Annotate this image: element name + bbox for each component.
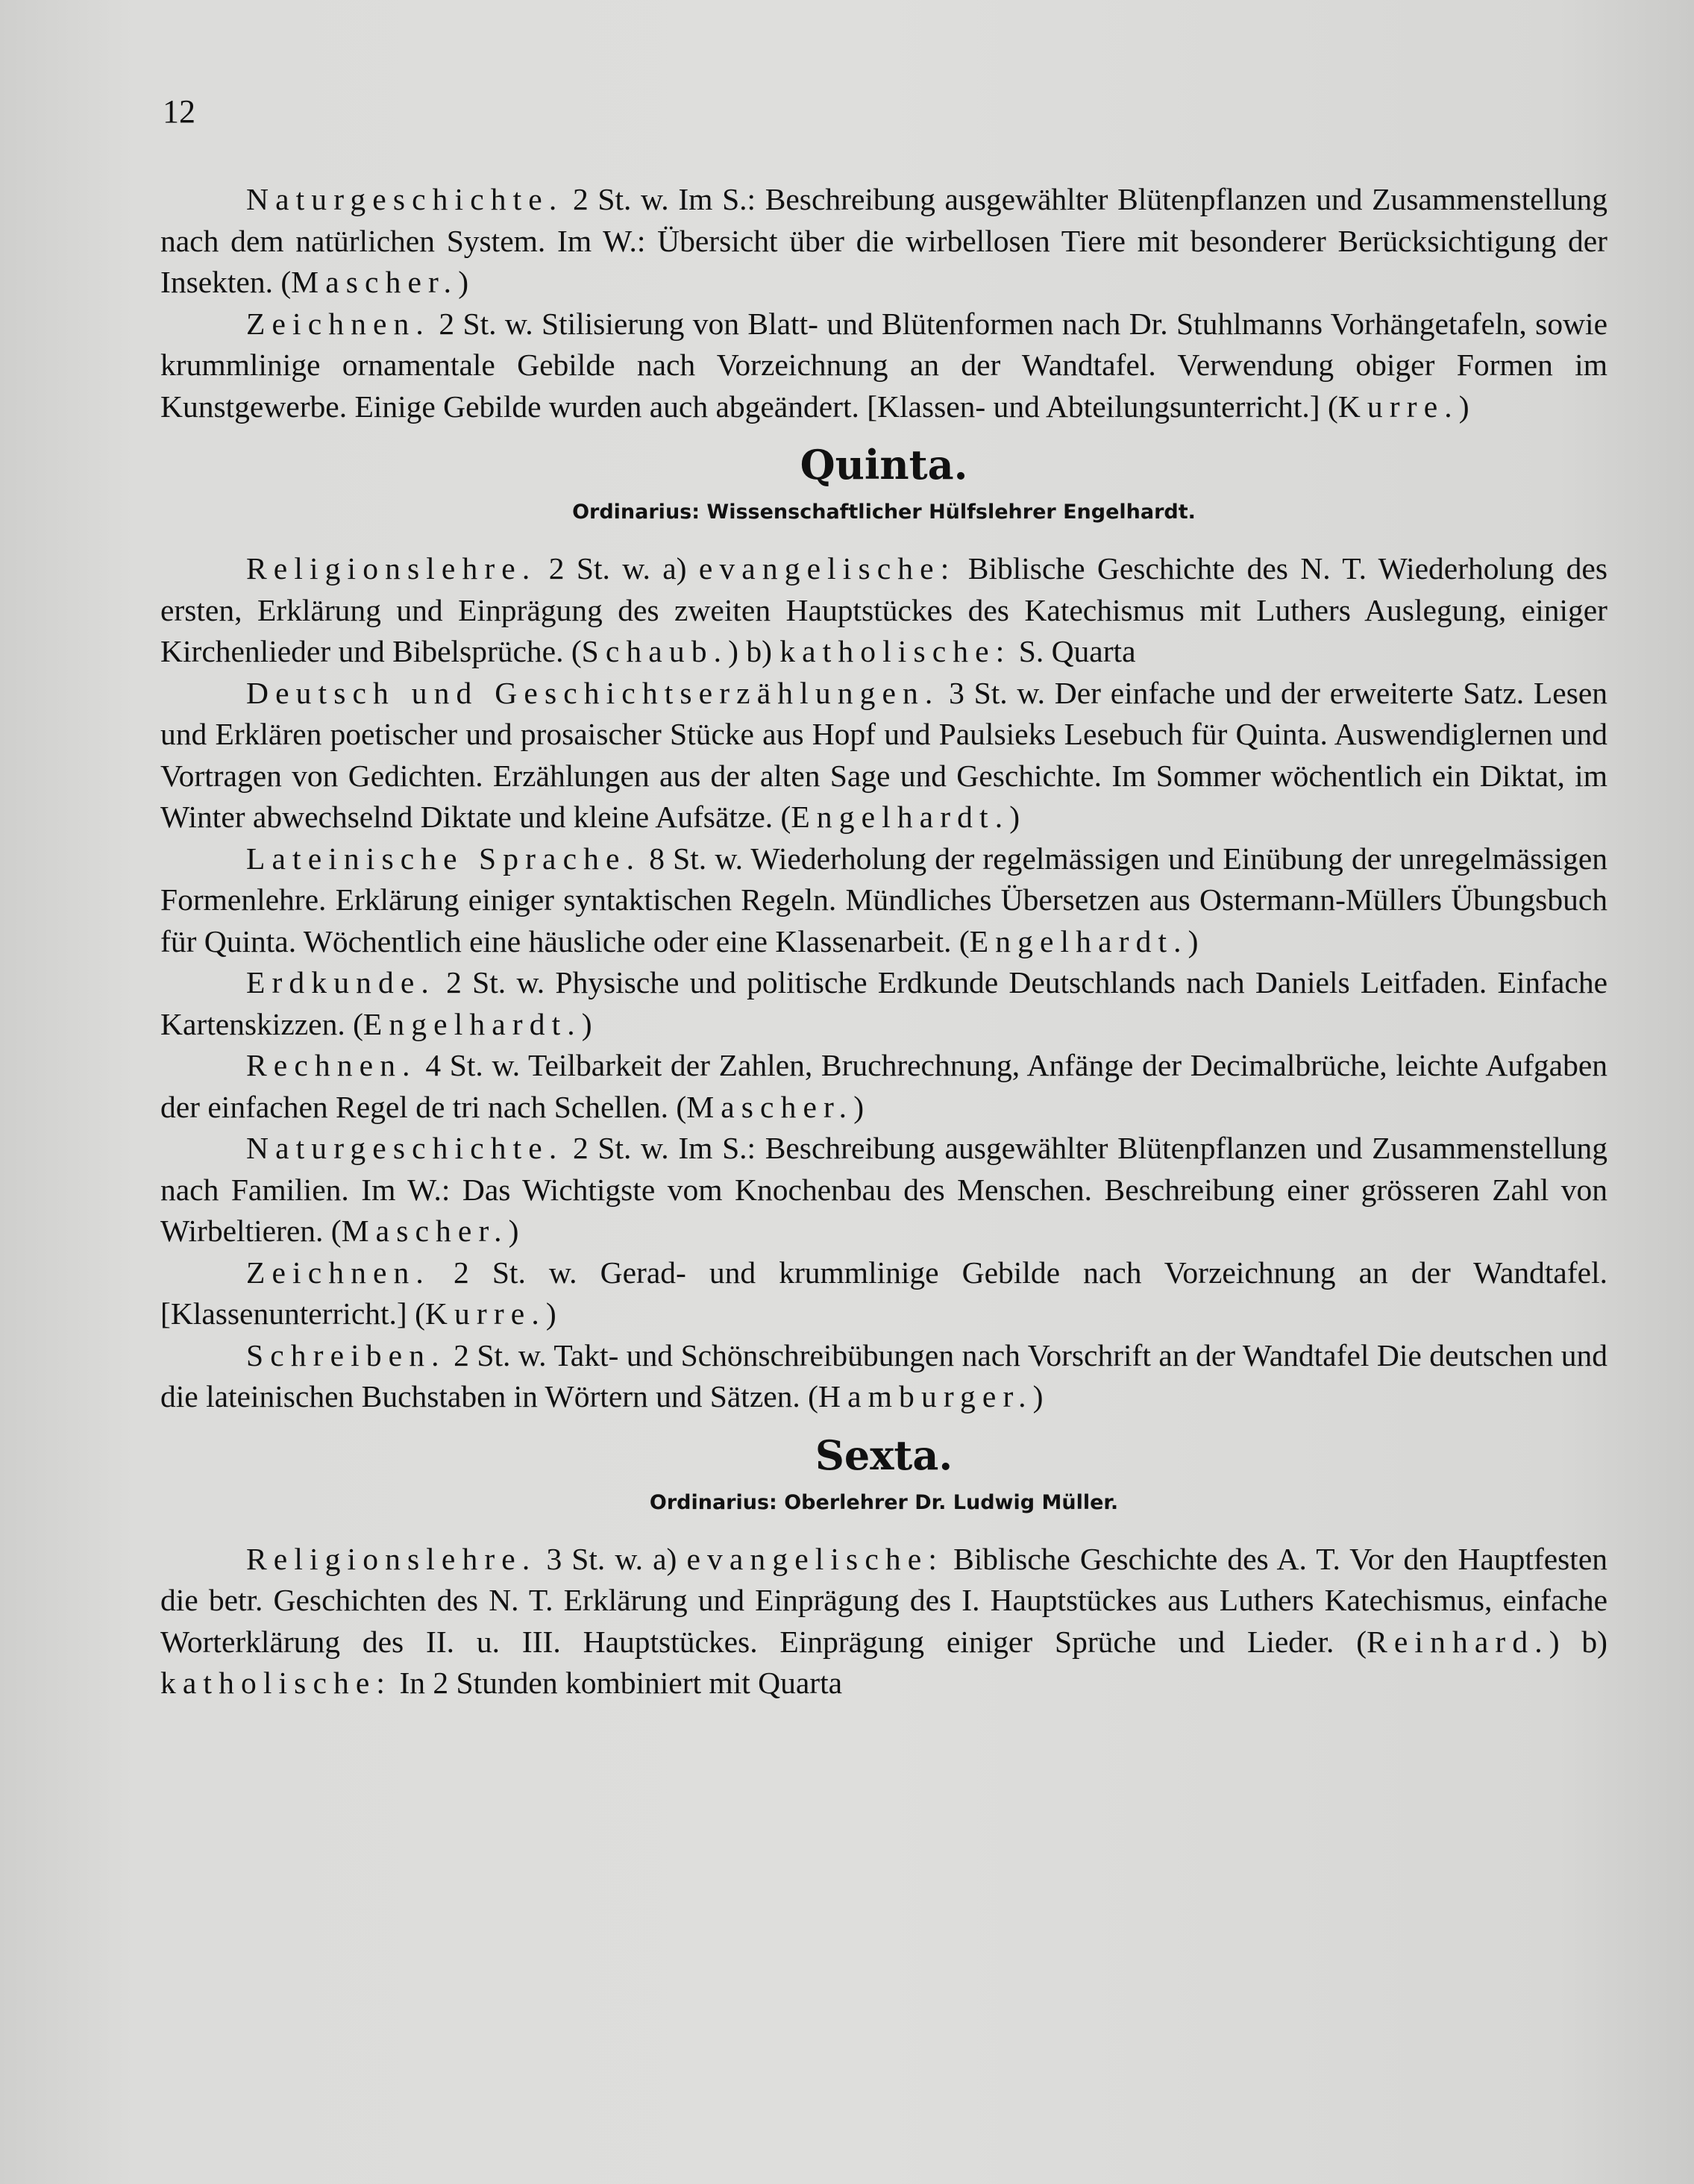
paragraph-text: ) [458, 265, 469, 299]
subject-heading: Rechnen. [246, 1048, 417, 1082]
paragraph-text: 2 St. w. Takt- und Schönschreibübungen nach Vorschrift an der Wandtafel Die deutschen und die lateinischen Buchstaben in Wörtern und Sätzen. ( [160, 1337, 1607, 1413]
paragraph-text: ) [853, 1089, 865, 1124]
subject-heading: Schreiben. [246, 1337, 446, 1372]
teacher-name: Reinhard. [1367, 1624, 1549, 1659]
teacher-name: Mascher. [341, 1214, 509, 1248]
denomination-label: katholische: [160, 1666, 392, 1700]
paragraph-text: ) b) [1549, 1624, 1607, 1659]
section-title-quinta: Quinta. [800, 441, 968, 489]
subject-heading: Religionslehre. [246, 1541, 537, 1576]
teacher-name: Engelhardt. [363, 1006, 582, 1041]
subject-heading: Naturgeschichte. [246, 182, 564, 216]
paragraph-erdkunde-quinta [160, 962, 1607, 1045]
paragraph-deutsch-quinta [160, 673, 1607, 838]
teacher-name: Kurre. [424, 1296, 546, 1331]
paragraph-text: 2 St. w. Im S.: Beschreibung ausgewählter Blütenpflanzen und Zusammenstellung nach dem natürlichen System. Im W.: Übersicht über die wirbellosen Tiere mit besonderer Berücksichtigung der Insekten. ( [160, 182, 1607, 299]
paragraph-text: 3 St. w. Der einfache und der erweiterte Satz. Lesen und Erklären poetischer und prosaischer Stücke aus Hopf und Paulsieks Lesebuch für Quinta. Auswendiglernen und Vortragen von Gedichten. Erzählungen aus der alten Sage und Geschichte. Im Sommer wöchentlich ein Diktat, im Winter abwechselnd Diktate und kleine Aufsätze. ( [160, 675, 1608, 834]
paragraph-naturgeschichte-top [160, 179, 1607, 304]
ordinarius-quinta: Ordinarius: Wissenschaftlicher Hülfslehrer Engelhardt. [572, 501, 1196, 524]
paragraph-text: 2 St. w. a) [536, 551, 699, 586]
paragraph-text: 2 St. w. Stilisierung von Blatt- und Blütenformen nach Dr. Stuhlmanns Vorhängetafeln, sowie krummlinige ornamentale Gebilde nach Vorzeichnung an der Wandtafel. Verwendung obiger Formen im Kunstgewerbe. Einige Gebilde wurden auch abgeändert. [Klassen- und Abteilungsunterricht.] ( [160, 306, 1607, 424]
paragraph-text: ) [1009, 800, 1020, 834]
subject-heading: Erdkunde. [246, 965, 436, 1000]
teacher-name: Engelhardt. [969, 923, 1188, 958]
paragraph-schreiben-quinta [160, 1335, 1607, 1418]
paragraph-text: 8 St. w. Wiederholung der regelmässigen und Einübung der unregelmässigen Formenlehre. Erklärung einiger syntaktischen Regeln. Mündliches Übersetzen aus Ostermann-Müllers Übungsbuch für Quinta. Wöchentlich eine häusliche oder eine Klassenarbeit. ( [160, 841, 1608, 958]
denomination-label: katholische: [779, 634, 1011, 668]
teacher-name: Engelhardt. [791, 800, 1010, 834]
paragraph-text: ) [581, 1006, 592, 1041]
paragraph-rechnen-quinta [160, 1045, 1607, 1128]
paragraph-text: 3 St. w. a) [536, 1541, 687, 1576]
paragraph-text: 2 St. w. Im S.: Beschreibung ausgewählter Blütenpflanzen und Zusammenstellung nach Familien. Im W.: Das Wichtigste vom Knochenbau des Menschen. Beschreibung einer grösseren Zahl von Wirbeltieren. ( [160, 1131, 1607, 1248]
ordinarius-sexta: Ordinarius: Oberlehrer Dr. Ludwig Müller. [649, 1490, 1119, 1514]
teacher-name: Mascher. [686, 1089, 854, 1124]
paragraph-latein-quinta [160, 838, 1607, 963]
subject-heading: Deutsch und Geschichtserzählungen. [246, 675, 940, 710]
subject-heading: Lateinische Sprache. [246, 841, 641, 876]
teacher-name: Mascher. [291, 265, 459, 299]
paragraph-text: S. Quarta [1011, 634, 1136, 668]
paragraph-text: ) [545, 1296, 556, 1331]
paragraph-text: ) [1032, 1379, 1044, 1413]
paragraph-text: 2 St. w. Gerad- und krummlinige Gebilde nach Vorzeichnung an der Wandtafel. [Klassenunterricht.] ( [160, 1255, 1607, 1331]
denomination-label: evangelische: [698, 551, 956, 586]
paragraph-text: In 2 Stunden kombiniert mit Quarta [392, 1666, 843, 1700]
paragraph-zeichnen-quinta [160, 1252, 1607, 1335]
subject-heading: Zeichnen. [246, 306, 430, 341]
paragraph-naturgeschichte-quinta [160, 1128, 1607, 1252]
subject-heading: Zeichnen. [246, 1255, 430, 1290]
paragraph-religion-sexta [160, 1539, 1607, 1704]
document-body [160, 179, 1607, 1704]
paragraph-religion-quinta [160, 548, 1607, 673]
teacher-name: Hamburger. [818, 1379, 1033, 1413]
paragraph-zeichnen-top [160, 304, 1607, 428]
teacher-name: Schaub. [581, 634, 729, 668]
paragraph-text: ) [508, 1214, 519, 1248]
paragraph-text: ) b) [728, 634, 780, 668]
denomination-label: evangelische: [686, 1541, 944, 1576]
subject-heading: Religionslehre. [246, 551, 537, 586]
paragraph-text: ) [1458, 389, 1469, 424]
paragraph-text: Biblische Geschichte des A. T. Vor den Hauptfesten die betr. Geschichten des N. T. Erklärung und Einprägung des I. Hauptstückes aus Luthers Katechismus, einfache Worterklärung des II. u. III. Hauptstückes. Einprägung einiger Sprüche und Lieder. ( [160, 1541, 1607, 1659]
paragraph-text: Biblische Geschichte des N. T. Wiederholung des ersten, Erklärung und Einprägung des zweiten Hauptstückes des Katechismus mit Luthers Auslegung, einiger Kirchenlieder und Bibelsprüche. ( [160, 551, 1607, 668]
section-title-sexta: Sexta. [815, 1431, 953, 1479]
page-number: 12 [163, 93, 195, 130]
subject-heading: Naturgeschichte. [246, 1131, 564, 1165]
teacher-name: Kurre. [1337, 389, 1459, 424]
paragraph-text: 4 St. w. Teilbarkeit der Zahlen, Bruchrechnung, Anfänge der Decimalbrüche, leichte Aufgaben der einfachen Regel de tri nach Schellen. ( [160, 1048, 1607, 1124]
paragraph-text: ) [1188, 923, 1199, 958]
paragraph-text: 2 St. w. Physische und politische Erdkunde Deutschlands nach Daniels Leitfaden. Einfache Kartenskizzen. ( [160, 965, 1607, 1041]
